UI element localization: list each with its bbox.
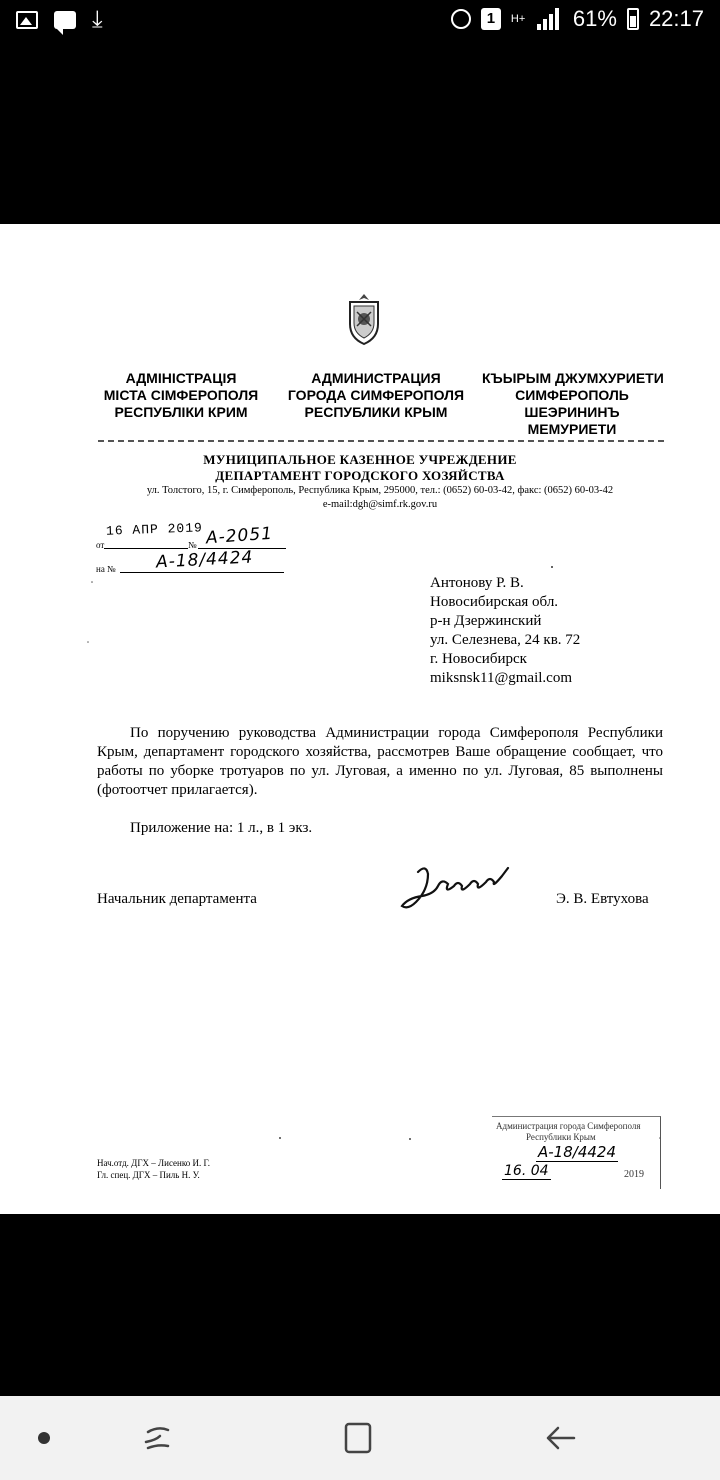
notification-badge-icon: 1 — [481, 8, 501, 30]
header-russian: АДМИНИСТРАЦИЯ ГОРОДА СИМФЕРОПОЛЯ РЕСПУБЛИКИ КРЫМ — [287, 370, 465, 420]
header-divider — [98, 440, 664, 442]
reg-ref-handwritten: А-18/4424 — [155, 547, 254, 573]
nav-dot-icon[interactable] — [38, 1432, 50, 1444]
org-name-line1: МУНИЦИПАЛЬНОЕ КАЗЕННОЕ УЧРЕЖДЕНИЕ — [203, 452, 517, 467]
handwritten-signature-icon — [398, 860, 510, 916]
header-ukrainian: АДМІНІСТРАЦІЯ МІСТА СІМФЕРОПОЛЯ РЕСПУБЛІКИ КРИМ — [103, 370, 259, 420]
signer-name: Э. В. Евтухова — [556, 891, 649, 907]
received-stamp-year: 2019 — [624, 1169, 644, 1180]
document-page[interactable] — [0, 224, 720, 1214]
reg-ref-label: на № — [96, 564, 116, 574]
org-name-line2: ДЕПАРТАМЕНТ ГОРОДСКОГО ХОЗЯЙСТВА — [215, 468, 505, 483]
clock: 22:17 — [648, 6, 704, 31]
executor-info: Нач.отд. ДГХ – Лисенко И. Г. Гл. спец. ДГХ – Пиль Н. У. — [97, 1158, 210, 1180]
navigation-bar — [0, 1396, 720, 1480]
reg-number-label: № — [188, 540, 197, 550]
header-crimean-tatar: КЪЫРЫМ ДЖУМХУРИЕТИ СИМФЕРОПОЛЬ ШЕЭРИНИНЪ МЕМУРИЕТИ — [482, 370, 664, 437]
org-email: e-mail:dgh@simf.rk.gov.ru — [322, 499, 438, 510]
reg-number-handwritten: А-2051 — [205, 523, 274, 549]
signal-icon — [537, 8, 563, 30]
received-stamp-number: А-18/4424 — [538, 1143, 616, 1161]
alarm-icon — [451, 9, 471, 29]
appendix-note: Приложение на: 1 л., в 1 экз. — [130, 820, 313, 836]
network-icon: H+ — [510, 13, 526, 25]
reg-date-stamp: 16 АПР 2019 — [105, 520, 204, 539]
chat-icon — [54, 11, 76, 29]
letter-body: По поручению руководства Администрации города Симферополя Республики Крым, департамент городского хозяйства, рассмотрев Ваше обращение сообщает, что работы по уборке тротуаров по ул. Луговая, а именно по ул. Луговая, 85 выполнены (фотоотчет прилагается). — [97, 725, 663, 798]
coat-of-arms-icon — [345, 292, 383, 346]
reg-from-label: от — [96, 540, 105, 550]
status-bar — [0, 0, 720, 42]
addressee-block: Антонову Р. В. Новосибирская обл. р-н Дзержинский ул. Селезнева, 24 кв. 72 г. Новосибирск miksnsk11@gmail.com — [430, 575, 581, 686]
received-stamp-date: 16. 04 — [504, 1163, 549, 1179]
signer-title: Начальник департамента — [97, 891, 257, 907]
home-button[interactable] — [338, 1418, 378, 1458]
battery-percent: 61% — [572, 6, 617, 31]
download-icon: ⤓ — [92, 6, 103, 33]
back-button[interactable] — [540, 1418, 580, 1458]
image-icon — [16, 11, 38, 29]
battery-icon — [627, 8, 639, 30]
received-stamp: Администрация города Симферополя Республики Крым А-18/4424 16. 04 2019 — [492, 1116, 661, 1189]
org-address: ул. Толстого, 15, г. Симферополь, Республика Крым, 295000, тел.: (0652) 60-03-42, факс: (0652) 60-03-42 — [146, 485, 614, 496]
recent-apps-button[interactable] — [138, 1418, 178, 1458]
